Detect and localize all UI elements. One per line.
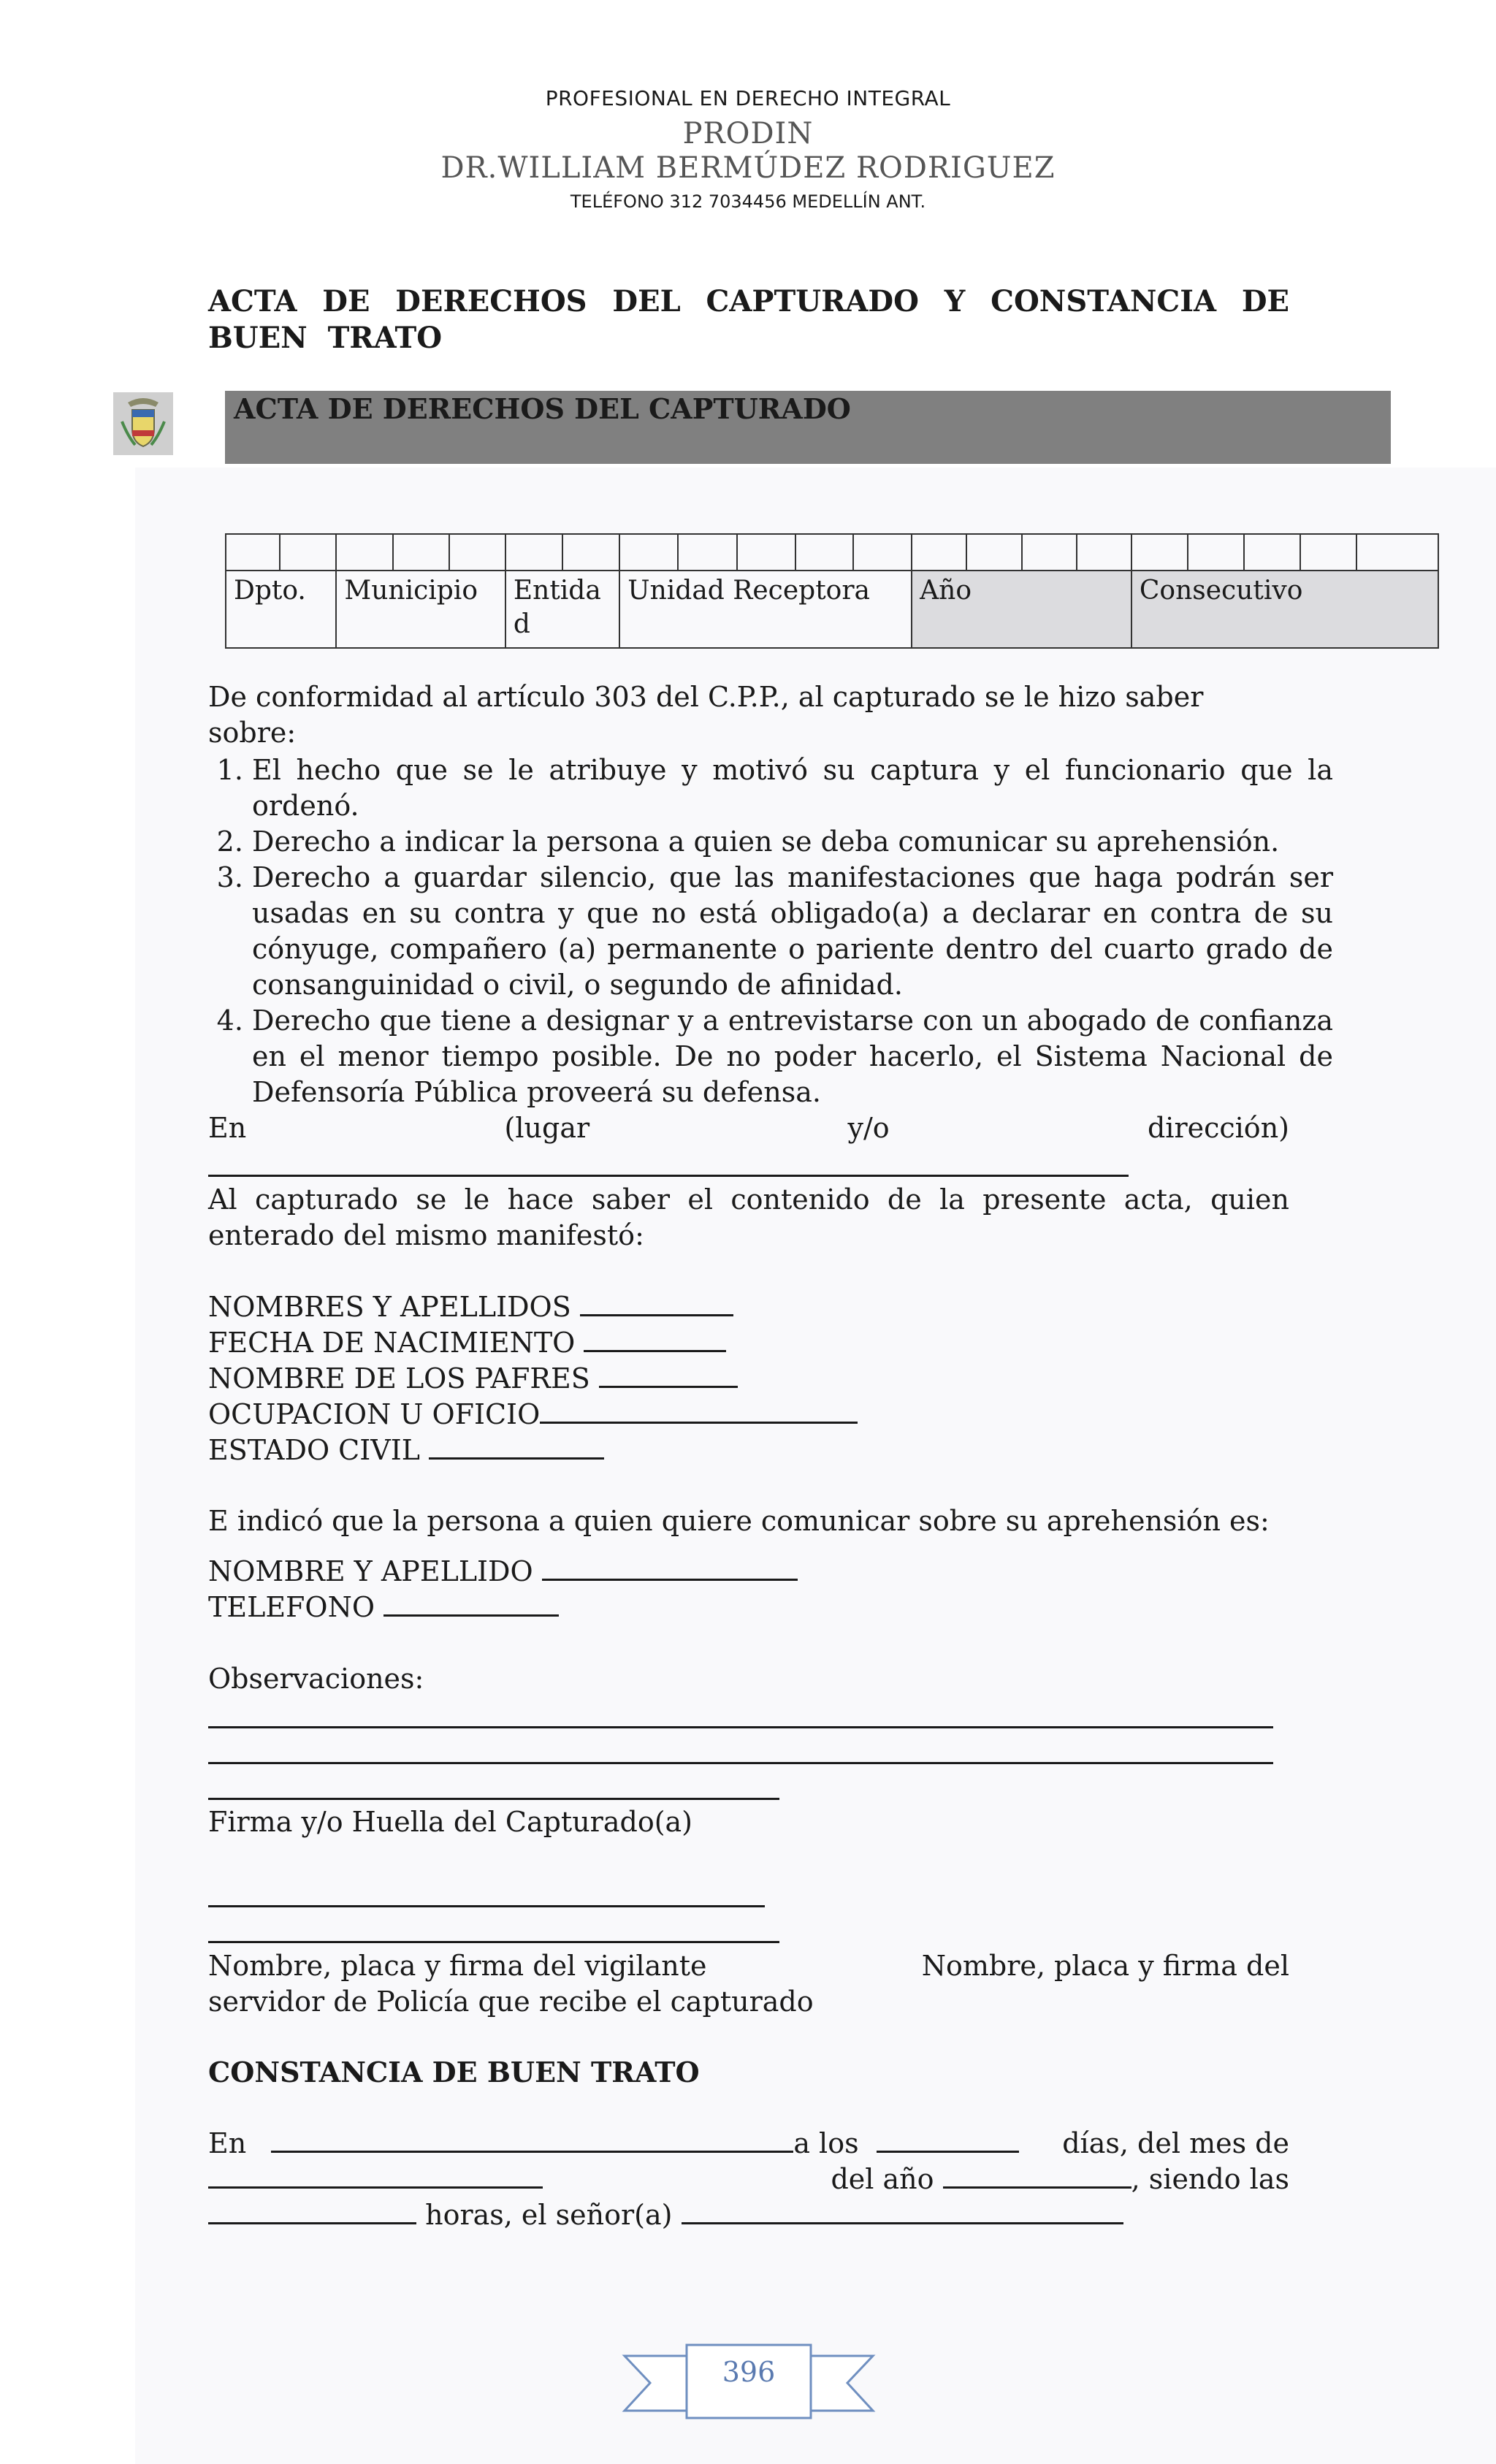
header-lawyer-name: DR.WILLIAM BERMÚDEZ RODRIGUEZ xyxy=(440,151,1056,185)
page-number-ribbon xyxy=(621,2341,877,2422)
code-box[interactable] xyxy=(1244,534,1300,571)
code-label-municipio: Municipio xyxy=(336,571,505,648)
header-brand: PRODIN xyxy=(682,117,814,150)
list-item: 3. Derecho a guardar silencio, que las manifestaciones que haga podrán ser usadas en su contra y que no está obligado(a) a declarar en contra de su cónyuge, compañero (a) permanente o pariente dentro del cuarto grado de consanguinidad o civil, o segundo de afinidad. xyxy=(252,860,1333,1003)
field-birth xyxy=(208,1325,726,1361)
field-contact-name xyxy=(208,1554,798,1590)
field-names-label: NOMBRES Y APELLIDOS xyxy=(208,1291,571,1323)
field-parents xyxy=(208,1361,738,1397)
list-item: 2. Derecho a indicar la persona a quien se deba comunicar su aprehensión. xyxy=(252,824,1333,860)
list-item: 1. El hecho que se le atribuye y motivó su captura y el funcionario que la ordenó. xyxy=(252,752,1333,824)
code-label-unidad: Unidad Receptora xyxy=(619,571,912,648)
contact-intro: E indicó que la persona a quien quiere comunicar sobre su aprehensión es: xyxy=(208,1505,1270,1537)
field-contact-name-label: NOMBRE Y APELLIDO xyxy=(208,1555,533,1587)
code-box[interactable] xyxy=(853,534,912,571)
field-occupation-blank[interactable] xyxy=(540,1398,858,1424)
field-civil-label: ESTADO CIVIL xyxy=(208,1434,420,1466)
code-box[interactable] xyxy=(280,534,336,571)
signature-captured-line[interactable] xyxy=(208,1798,779,1800)
code-box[interactable] xyxy=(505,534,562,571)
code-box[interactable] xyxy=(737,534,795,571)
code-box[interactable] xyxy=(393,534,449,571)
list-item: 4. Derecho que tiene a designar y a entrevistarse con un abogado de confianza en el menor tiempo posible. De no poder hacerlo, el Sistema Nacional de Defensoría Pública proveerá su defensa. xyxy=(252,1003,1333,1110)
intro-text: De conformidad al artículo 303 del C.P.P., al capturado se le hizo saber sobre: xyxy=(208,681,1204,749)
code-box[interactable] xyxy=(966,534,1021,571)
gt-a-los-label: a los xyxy=(793,2127,859,2159)
gt-person-blank[interactable] xyxy=(682,2199,1123,2224)
code-box[interactable] xyxy=(678,534,736,571)
field-birth-label: FECHA DE NACIMIENTO xyxy=(208,1327,576,1359)
signature-captured-label: Firma y/o Huella del Capturado(a) xyxy=(208,1806,692,1838)
rights-list xyxy=(208,752,1333,1110)
place-line[interactable] xyxy=(208,1175,1129,1177)
observations-line[interactable] xyxy=(208,1726,1273,1728)
page-number: 396 xyxy=(722,2356,776,2388)
signature-police-label-a: Nombre, placa y firma del xyxy=(921,1950,1289,1982)
good-treatment-title: CONSTANCIA DE BUEN TRATO xyxy=(208,2056,700,2089)
code-box[interactable] xyxy=(912,534,966,571)
code-boxes-row xyxy=(226,534,1438,571)
section-title: ACTA DE DERECHOS DEL CAPTURADO xyxy=(234,392,851,425)
notice-text: Al capturado se le hace saber el contenido de la presente acta, quien enterado del mismo manifestó: xyxy=(208,1183,1289,1251)
coat-of-arms-icon xyxy=(113,392,173,455)
gt-del-ano-label: del año xyxy=(831,2163,934,2195)
field-contact-phone-label: TELEFONO xyxy=(208,1591,375,1623)
gt-month-blank[interactable] xyxy=(208,2163,543,2189)
field-contact-phone xyxy=(208,1590,559,1625)
gt-place-blank[interactable] xyxy=(271,2127,793,2153)
field-contact-phone-blank[interactable] xyxy=(383,1591,559,1617)
place-label: En (lugar y/o dirección) xyxy=(208,1112,1289,1144)
code-label-dpto: Dpto. xyxy=(226,571,336,648)
code-box[interactable] xyxy=(1356,534,1438,571)
code-label-entidad: Entida d xyxy=(505,571,619,648)
gt-horas-label: horas, el señor(a) xyxy=(425,2199,673,2231)
field-names-blank[interactable] xyxy=(580,1291,733,1316)
good-treatment-line3 xyxy=(208,2197,1123,2233)
header-profession: PROFESIONAL EN DERECHO INTEGRAL xyxy=(545,86,951,110)
code-table xyxy=(225,533,1439,649)
signature-guard-line[interactable] xyxy=(208,1905,765,1907)
gt-hours-blank[interactable] xyxy=(208,2199,416,2224)
observations-label: Observaciones: xyxy=(208,1663,424,1695)
code-box[interactable] xyxy=(562,534,619,571)
gt-en-label: En xyxy=(208,2127,247,2159)
field-parents-label: NOMBRE DE LOS PAFRES xyxy=(208,1362,590,1395)
code-box[interactable] xyxy=(619,534,678,571)
good-treatment-line2 xyxy=(208,2162,1289,2197)
gt-days-blank[interactable] xyxy=(877,2127,1019,2153)
field-birth-blank[interactable] xyxy=(584,1327,726,1352)
code-box[interactable] xyxy=(1188,534,1244,571)
code-box[interactable] xyxy=(1022,534,1077,571)
field-parents-blank[interactable] xyxy=(599,1362,738,1388)
document-title: ACTA DE DERECHOS DEL CAPTURADO Y CONSTANCIA DE BUEN TRATO xyxy=(208,284,1289,355)
code-box[interactable] xyxy=(226,534,280,571)
field-names xyxy=(208,1289,733,1325)
gt-dias-mes-label: días, del mes de xyxy=(1062,2127,1289,2159)
gt-year-blank[interactable] xyxy=(943,2163,1131,2189)
observations-line[interactable] xyxy=(208,1762,1273,1764)
code-labels-row xyxy=(226,571,1438,648)
code-box[interactable] xyxy=(1077,534,1131,571)
code-box[interactable] xyxy=(449,534,505,571)
gt-siendo-label: , siendo las xyxy=(1131,2163,1289,2195)
code-label-consecutivo: Consecutivo xyxy=(1131,571,1438,648)
signature-guard-label: Nombre, placa y firma del vigilante xyxy=(208,1950,707,1982)
field-contact-name-blank[interactable] xyxy=(542,1555,798,1581)
signature-police-line[interactable] xyxy=(208,1941,779,1943)
section-header-bar xyxy=(225,391,1391,464)
code-label-ano: Año xyxy=(912,571,1131,648)
field-civil xyxy=(208,1433,604,1468)
field-civil-blank[interactable] xyxy=(429,1434,604,1460)
good-treatment-line1 xyxy=(208,2126,1289,2162)
code-box[interactable] xyxy=(1300,534,1356,571)
field-occupation-label: OCUPACION U OFICIO xyxy=(208,1398,541,1430)
code-box[interactable] xyxy=(1131,534,1188,571)
field-occupation xyxy=(208,1397,858,1433)
code-box[interactable] xyxy=(336,534,392,571)
signature-police-label-b: servidor de Policía que recibe el capturado xyxy=(208,1986,814,2018)
code-box[interactable] xyxy=(795,534,853,571)
header-phone: TELÉFONO 312 7034456 MEDELLÍN ANT. xyxy=(570,191,926,212)
